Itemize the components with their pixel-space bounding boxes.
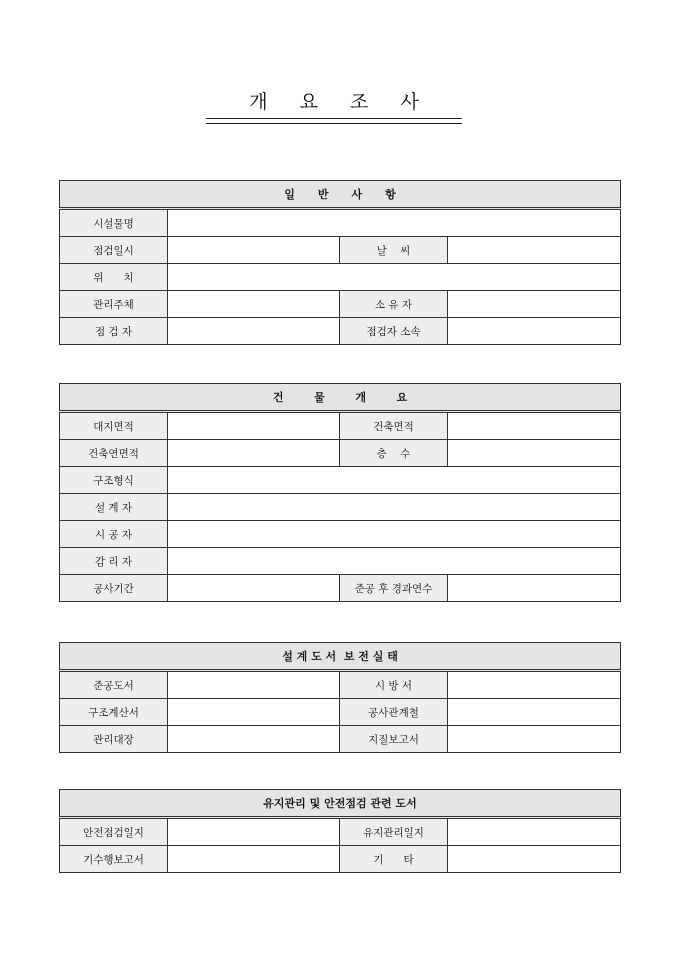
field-value[interactable] [168,467,621,494]
field-value[interactable] [168,237,340,264]
section-header: 설 계 도 서 보 전 실 태 [60,643,621,671]
field-value[interactable] [448,440,621,467]
field-label: 준공도서 [60,671,168,699]
field-value[interactable] [168,699,340,726]
field-label: 공사관계철 [340,699,448,726]
field-value[interactable] [448,412,621,440]
form-row [60,846,621,873]
maintenance-documents-table [59,789,621,873]
field-value[interactable] [448,575,621,602]
field-label: 시 방 서 [340,671,448,699]
title-double-underline [206,118,462,124]
field-label: 날 씨 [340,237,448,264]
form-row [60,548,621,575]
form-row [60,699,621,726]
field-label: 기수행보고서 [60,846,168,873]
field-label: 대지면적 [60,412,168,440]
field-label: 공사기간 [60,575,168,602]
field-label: 점검자 소속 [340,318,448,345]
field-label: 시설물명 [60,209,168,237]
field-value[interactable] [168,412,340,440]
field-label: 설 계 자 [60,494,168,521]
form-row [60,671,621,699]
field-label: 건축면적 [340,412,448,440]
form-row [60,412,621,440]
field-value[interactable] [168,291,340,318]
field-value[interactable] [168,318,340,345]
field-label: 건축연면적 [60,440,168,467]
form-row [60,818,621,846]
form-row [60,726,621,753]
form-row [60,209,621,237]
form-row [60,494,621,521]
field-value[interactable] [448,291,621,318]
field-value[interactable] [168,494,621,521]
field-value[interactable] [168,440,340,467]
form-row [60,440,621,467]
field-label: 관리주체 [60,291,168,318]
field-value[interactable] [168,818,340,846]
field-label: 시 공 자 [60,521,168,548]
field-label: 점 검 자 [60,318,168,345]
form-row [60,318,621,345]
section-header: 일 반 사 항 [60,181,621,209]
field-value[interactable] [448,318,621,345]
form-row [60,521,621,548]
field-label: 기 타 [340,846,448,873]
field-label: 층 수 [340,440,448,467]
field-value[interactable] [168,521,621,548]
field-value[interactable] [168,209,621,237]
field-value[interactable] [448,699,621,726]
field-value[interactable] [168,548,621,575]
field-value[interactable] [168,264,621,291]
field-label: 구조형식 [60,467,168,494]
field-value[interactable] [448,818,621,846]
section-header: 건 물 개 요 [60,384,621,412]
field-label: 위 치 [60,264,168,291]
field-value[interactable] [168,846,340,873]
form-row [60,575,621,602]
field-label: 지질보고서 [340,726,448,753]
field-value[interactable] [168,726,340,753]
field-value[interactable] [168,671,340,699]
document-title: 개 요 조 사 [249,91,419,113]
field-label: 감 리 자 [60,548,168,575]
building-overview-table [59,383,621,602]
section-header: 유지관리 및 안전점검 관련 도서 [60,790,621,818]
design-documents-table [59,642,621,753]
field-value[interactable] [448,726,621,753]
field-label: 점검일시 [60,237,168,264]
field-value[interactable] [448,671,621,699]
form-row [60,237,621,264]
field-value[interactable] [448,237,621,264]
field-label: 관리대장 [60,726,168,753]
field-label: 준공 후 경과연수 [340,575,448,602]
form-row [60,467,621,494]
form-row [60,291,621,318]
field-value[interactable] [168,575,340,602]
field-label: 유지관리일지 [340,818,448,846]
field-label: 구조계산서 [60,699,168,726]
general-info-table [59,180,621,345]
field-label: 안전점검일지 [60,818,168,846]
document-title-block [206,88,462,124]
field-label: 소 유 자 [340,291,448,318]
field-value[interactable] [448,846,621,873]
form-row [60,264,621,291]
